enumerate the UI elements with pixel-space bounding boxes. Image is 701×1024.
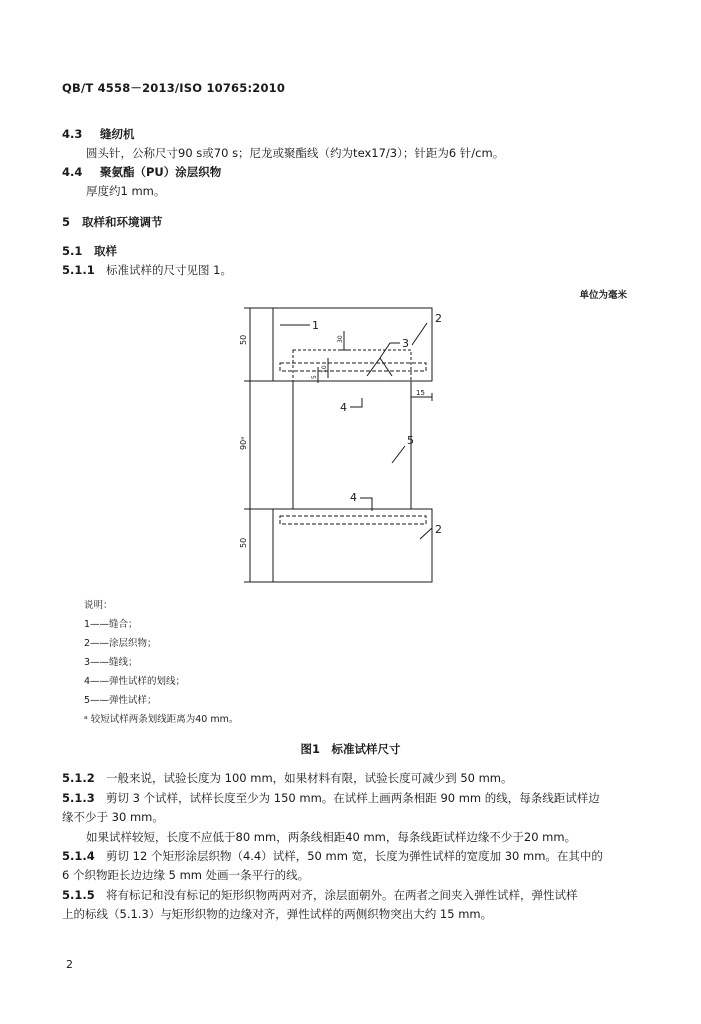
section-5-heading: 5 取样和环境调节 bbox=[62, 215, 163, 229]
dim-10: 10 bbox=[321, 365, 328, 373]
callout-4-bottom: 4 bbox=[350, 491, 357, 504]
section-5-1-3: 5.1.3 剪切 3 个试样，试样长度至少为 150 mm。在试样上画两条相距 90 mm 的线，每条线距试样边 bbox=[62, 791, 600, 805]
section-5-1-3-cont: 缘不少于 30 mm。 bbox=[62, 810, 164, 824]
specimen-figure bbox=[232, 303, 452, 593]
section-5-1-3-note: 如果试样较短，长度不应低于80 mm，两条线相距40 mm，每条线距试样边缘不少于20 mm。 bbox=[86, 830, 577, 844]
unit-note: 单位为毫米 bbox=[579, 290, 627, 301]
dim-bottom-50: 50 bbox=[239, 537, 248, 548]
standard-header: QB/T 4558－2013/ISO 10765:2010 bbox=[62, 81, 286, 95]
legend-item: 3——缝线； bbox=[84, 657, 138, 668]
legend-item: 5——弹性试样； bbox=[84, 695, 157, 706]
section-5-1-5-cont: 上的标线（5.1.3）与矩形织物的边缘对齐，弹性试样的两侧织物突出大约 15 mm。 bbox=[62, 907, 493, 921]
dim-middle-90: 90ᵃ bbox=[239, 436, 248, 450]
legend-title: 说明： bbox=[84, 600, 113, 611]
dim-5: 5 bbox=[311, 375, 318, 379]
legend-item: 1——缝合； bbox=[84, 619, 138, 630]
bottom-coated-fabric bbox=[273, 509, 432, 582]
section-4-4-heading: 4.4 聚氨酯（PU）涂层织物 bbox=[62, 165, 222, 179]
section-5-1-4-cont: 6 个织物距长边边缘 5 mm 处画一条平行的线。 bbox=[62, 868, 310, 882]
callout-4-top: 4 bbox=[340, 401, 347, 414]
bottom-stitching bbox=[280, 516, 426, 524]
callout-1: 1 bbox=[312, 319, 319, 332]
legend-item: 4——弹性试样的划线； bbox=[84, 676, 186, 687]
section-5-1-4: 5.1.4 剪切 12 个矩形涂层织物（4.4）试样，50 mm 宽，长度为弹性试样的宽度加 30 mm。在其中的 bbox=[62, 849, 603, 863]
legend-item: 2——涂层织物； bbox=[84, 638, 157, 649]
section-5-1-5: 5.1.5 将有标记和没有标记的矩形织物两两对齐，涂层面朝外。在两者之间夹入弹性试样，弹性试样 bbox=[62, 888, 578, 902]
callout-5: 5 bbox=[407, 434, 414, 447]
section-4-3-body: 圆头针，公称尺寸90 s或70 s；尼龙或聚酯线（约为tex17/3）；针距为6 针/cm。 bbox=[86, 146, 505, 160]
section-4-4-body: 厚度约1 mm。 bbox=[86, 184, 166, 198]
section-5-1-heading: 5.1 取样 bbox=[62, 244, 117, 258]
top-stitching bbox=[280, 363, 426, 371]
elastic-specimen bbox=[293, 381, 411, 509]
page-number: 2 bbox=[66, 958, 73, 971]
callout-2-bottom: 2 bbox=[435, 523, 442, 536]
dim-top-50: 50 bbox=[239, 334, 248, 345]
dim-30: 30 bbox=[337, 335, 344, 343]
section-5-1-1: 5.1.1 标准试样的尺寸见图 1。 bbox=[62, 263, 232, 277]
dim-15: 15 bbox=[416, 389, 425, 397]
legend-footnote: ᵃ 较短试样两条划线距离为40 mm。 bbox=[84, 714, 239, 725]
section-5-1-2: 5.1.2 一般来说，试验长度为 100 mm，如果材料有限，试验长度可减少到 50 mm。 bbox=[62, 771, 513, 785]
callout-3: 3 bbox=[402, 337, 409, 350]
section-4-3-heading: 4.3 缝纫机 bbox=[62, 127, 135, 141]
figure-caption: 图1 标准试样尺寸 bbox=[300, 742, 401, 756]
callout-2-top: 2 bbox=[435, 312, 442, 325]
